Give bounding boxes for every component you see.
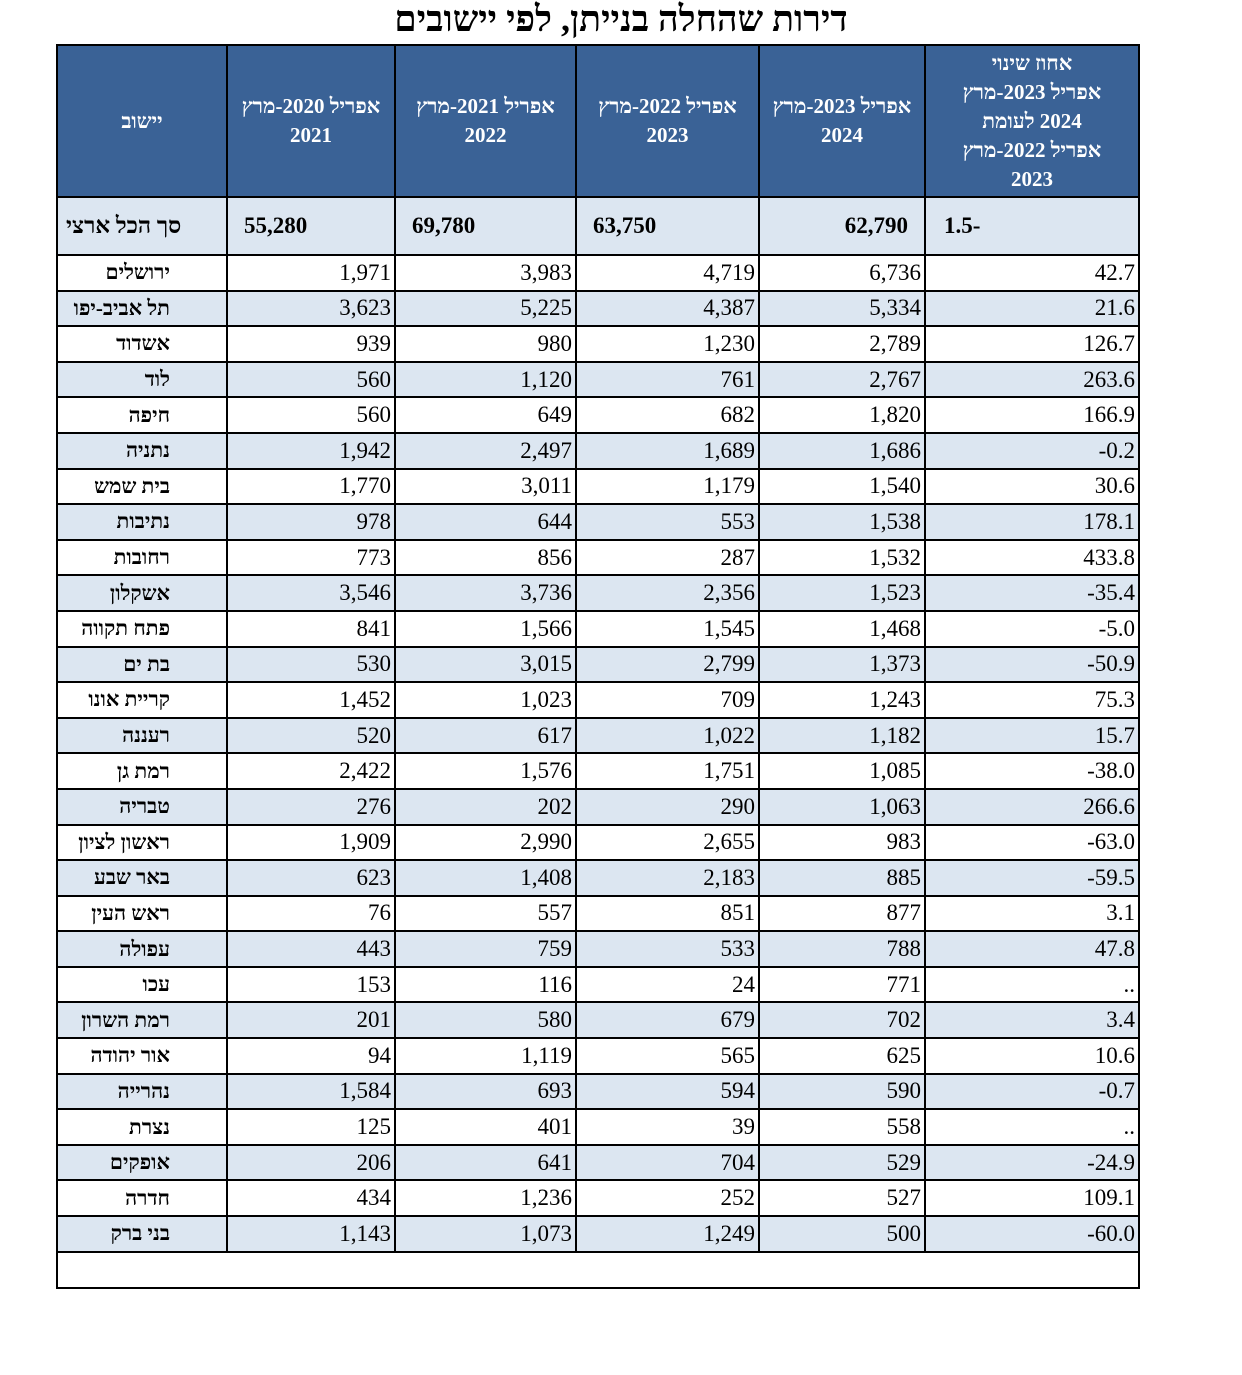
value-col2: 759 — [395, 931, 576, 967]
value-col1: 76 — [227, 896, 395, 932]
locality-name-cell — [57, 1002, 227, 1038]
locality-name-cell — [57, 397, 227, 433]
value-col1: 276 — [227, 789, 395, 825]
locality-name-cell — [57, 255, 227, 291]
value-col2: 1,236 — [395, 1180, 576, 1216]
value-col3: 704 — [576, 1145, 759, 1181]
locality-name: עכו — [142, 972, 170, 997]
value-col1: 1,143 — [227, 1216, 395, 1252]
value-col1: 1,971 — [227, 255, 395, 291]
table-row — [57, 1038, 1139, 1074]
table-row — [57, 1145, 1139, 1181]
value-col4: 5,334 — [759, 291, 925, 327]
table-row — [57, 469, 1139, 505]
value-col4: 771 — [759, 967, 925, 1003]
value-col4: 1,063 — [759, 789, 925, 825]
value-col4: 6,736 — [759, 255, 925, 291]
locality-name-cell — [57, 291, 227, 327]
locality-name: נתניה — [125, 438, 170, 463]
value-col4: 1,085 — [759, 753, 925, 789]
locality-name: נהרייה — [117, 1078, 170, 1103]
value-col5: -0.2 — [925, 433, 1139, 469]
header-col2: אפריל 2021-מרץ 2022 — [395, 45, 576, 197]
value-col5: -59.5 — [925, 860, 1139, 896]
value-col5: 10.6 — [925, 1038, 1139, 1074]
locality-name: רעננה — [122, 723, 170, 748]
locality-name: לוד — [144, 367, 170, 392]
locality-name-cell — [57, 1180, 227, 1216]
value-col5: -63.0 — [925, 825, 1139, 861]
value-col4: 1,523 — [759, 575, 925, 611]
locality-name: רחובות — [113, 545, 170, 570]
page-title: דירות שהחלה בנייתן, לפי יישובים — [394, 0, 848, 39]
value-col1: 2,422 — [227, 753, 395, 789]
header-col3: אפריל 2022-מרץ 2023 — [576, 45, 759, 197]
locality-name: נתיבות — [116, 509, 170, 534]
locality-name-cell — [57, 682, 227, 718]
value-col3: 851 — [576, 896, 759, 932]
value-col5: 109.1 — [925, 1180, 1139, 1216]
value-col1: 125 — [227, 1109, 395, 1145]
total-col5: 1.5- — [925, 197, 1139, 255]
value-col1: 3,623 — [227, 291, 395, 327]
value-col2: 401 — [395, 1109, 576, 1145]
value-col1: 939 — [227, 326, 395, 362]
table-row — [57, 575, 1139, 611]
header-col1: אפריל 2020-מרץ 2021 — [227, 45, 395, 197]
table-row — [57, 931, 1139, 967]
total-col4: 62,790 — [759, 197, 925, 255]
locality-name: חיפה — [128, 402, 170, 427]
value-col4: 529 — [759, 1145, 925, 1181]
table-row — [57, 433, 1139, 469]
total-label: סך הכל ארצי — [57, 197, 227, 255]
value-col3: 1,545 — [576, 611, 759, 647]
value-col2: 2,990 — [395, 825, 576, 861]
value-col2: 1,119 — [395, 1038, 576, 1074]
locality-name-cell — [57, 718, 227, 754]
value-col5: 42.7 — [925, 255, 1139, 291]
locality-name: קריית אונו — [88, 687, 170, 712]
header-col4: אפריל 2023-מרץ 2024 — [759, 45, 925, 197]
locality-name: רמת גן — [116, 758, 170, 783]
value-col1: 443 — [227, 931, 395, 967]
housing-starts-table — [56, 44, 1140, 1289]
value-col5: -60.0 — [925, 1216, 1139, 1252]
value-col2: 1,566 — [395, 611, 576, 647]
value-col4: 983 — [759, 825, 925, 861]
value-col5: 126.7 — [925, 326, 1139, 362]
value-col2: 5,225 — [395, 291, 576, 327]
value-col4: 1,182 — [759, 718, 925, 754]
value-col5: 433.8 — [925, 540, 1139, 576]
table-row — [57, 1109, 1139, 1145]
value-col2: 116 — [395, 967, 576, 1003]
value-col4: 877 — [759, 896, 925, 932]
value-col2: 1,408 — [395, 860, 576, 896]
locality-name: ראש העין — [91, 900, 170, 925]
locality-name: בת ים — [123, 651, 170, 676]
table-row — [57, 789, 1139, 825]
locality-name-cell — [57, 896, 227, 932]
locality-name-cell — [57, 1145, 227, 1181]
header-row — [57, 45, 1139, 197]
value-col1: 560 — [227, 362, 395, 398]
locality-name: אשדוד — [116, 331, 170, 356]
locality-name-cell — [57, 1216, 227, 1252]
value-col3: 287 — [576, 540, 759, 576]
table-row — [57, 291, 1139, 327]
locality-name-cell — [57, 469, 227, 505]
value-col2: 1,120 — [395, 362, 576, 398]
value-col2: 3,736 — [395, 575, 576, 611]
value-col4: 1,820 — [759, 397, 925, 433]
locality-name-cell — [57, 1038, 227, 1074]
value-col3: 39 — [576, 1109, 759, 1145]
value-col4: 1,538 — [759, 504, 925, 540]
table-row — [57, 1074, 1139, 1110]
value-col4: 1,686 — [759, 433, 925, 469]
value-col5: -38.0 — [925, 753, 1139, 789]
table-row — [57, 825, 1139, 861]
value-col2: 644 — [395, 504, 576, 540]
header-col5: אחוז שינוי אפריל 2023-מרץ 2024 לעומת אפריל 2022-מרץ 2023 — [925, 45, 1139, 197]
locality-name-cell — [57, 504, 227, 540]
value-col3: 4,387 — [576, 291, 759, 327]
value-col2: 1,073 — [395, 1216, 576, 1252]
value-col3: 682 — [576, 397, 759, 433]
value-col3: 24 — [576, 967, 759, 1003]
locality-name: אשקלון — [109, 580, 170, 605]
value-col5: 263.6 — [925, 362, 1139, 398]
table-row — [57, 540, 1139, 576]
value-col5: -24.9 — [925, 1145, 1139, 1181]
locality-name: נצרת — [129, 1114, 170, 1139]
locality-name-cell — [57, 753, 227, 789]
value-col5: .. — [925, 967, 1139, 1003]
blank-cell — [57, 1252, 1139, 1288]
value-col3: 252 — [576, 1180, 759, 1216]
table-row — [57, 1216, 1139, 1252]
value-col5: 3.4 — [925, 1002, 1139, 1038]
value-col3: 594 — [576, 1074, 759, 1110]
table-row — [57, 860, 1139, 896]
value-col5: 47.8 — [925, 931, 1139, 967]
value-col1: 1,909 — [227, 825, 395, 861]
total-col3: 63,750 — [576, 197, 759, 255]
blank-row — [57, 1252, 1139, 1288]
table-row — [57, 1002, 1139, 1038]
value-col4: 2,767 — [759, 362, 925, 398]
value-col5: 75.3 — [925, 682, 1139, 718]
value-col5: 3.1 — [925, 896, 1139, 932]
table-row — [57, 397, 1139, 433]
value-col2: 693 — [395, 1074, 576, 1110]
value-col3: 679 — [576, 1002, 759, 1038]
table-row — [57, 362, 1139, 398]
value-col1: 1,452 — [227, 682, 395, 718]
value-col4: 625 — [759, 1038, 925, 1074]
value-col5: 21.6 — [925, 291, 1139, 327]
locality-name-cell — [57, 1109, 227, 1145]
value-col1: 201 — [227, 1002, 395, 1038]
value-col3: 533 — [576, 931, 759, 967]
locality-name-cell — [57, 825, 227, 861]
locality-name-cell — [57, 326, 227, 362]
value-col1: 623 — [227, 860, 395, 896]
value-col3: 553 — [576, 504, 759, 540]
table-row — [57, 326, 1139, 362]
value-col5: -0.7 — [925, 1074, 1139, 1110]
value-col1: 153 — [227, 967, 395, 1003]
value-col3: 2,799 — [576, 647, 759, 683]
value-col4: 1,532 — [759, 540, 925, 576]
value-col5: 178.1 — [925, 504, 1139, 540]
value-col4: 1,373 — [759, 647, 925, 683]
value-col5: -35.4 — [925, 575, 1139, 611]
locality-name-cell — [57, 647, 227, 683]
value-col4: 1,468 — [759, 611, 925, 647]
value-col1: 206 — [227, 1145, 395, 1181]
value-col2: 641 — [395, 1145, 576, 1181]
value-col2: 856 — [395, 540, 576, 576]
total-col2: 69,780 — [395, 197, 576, 255]
value-col3: 2,183 — [576, 860, 759, 896]
table-row — [57, 647, 1139, 683]
value-col3: 290 — [576, 789, 759, 825]
locality-name-cell — [57, 931, 227, 967]
value-col2: 3,015 — [395, 647, 576, 683]
locality-name-cell — [57, 611, 227, 647]
table-row — [57, 718, 1139, 754]
value-col2: 580 — [395, 1002, 576, 1038]
total-row — [57, 197, 1139, 255]
locality-name-cell — [57, 540, 227, 576]
value-col3: 709 — [576, 682, 759, 718]
locality-name: פתח תקווה — [81, 616, 170, 641]
value-col1: 530 — [227, 647, 395, 683]
value-col1: 841 — [227, 611, 395, 647]
locality-name: רמת השרון — [81, 1007, 170, 1032]
value-col5: 266.6 — [925, 789, 1139, 825]
value-col2: 1,023 — [395, 682, 576, 718]
value-col3: 1,230 — [576, 326, 759, 362]
value-col5: 166.9 — [925, 397, 1139, 433]
value-col5: .. — [925, 1109, 1139, 1145]
locality-name: עפולה — [119, 936, 170, 961]
value-col1: 1,770 — [227, 469, 395, 505]
value-col3: 2,655 — [576, 825, 759, 861]
value-col4: 558 — [759, 1109, 925, 1145]
value-col3: 1,179 — [576, 469, 759, 505]
value-col3: 1,689 — [576, 433, 759, 469]
table-row — [57, 896, 1139, 932]
value-col1: 1,584 — [227, 1074, 395, 1110]
value-col2: 3,983 — [395, 255, 576, 291]
value-col3: 2,356 — [576, 575, 759, 611]
locality-name-cell — [57, 362, 227, 398]
value-col4: 788 — [759, 931, 925, 967]
value-col2: 557 — [395, 896, 576, 932]
value-col5: -50.9 — [925, 647, 1139, 683]
value-col5: 30.6 — [925, 469, 1139, 505]
table-row — [57, 255, 1139, 291]
locality-name-cell — [57, 860, 227, 896]
table-row — [57, 753, 1139, 789]
value-col1: 94 — [227, 1038, 395, 1074]
locality-name-cell — [57, 789, 227, 825]
value-col4: 500 — [759, 1216, 925, 1252]
locality-name: טבריה — [119, 794, 170, 819]
value-col2: 1,576 — [395, 753, 576, 789]
value-col5: 15.7 — [925, 718, 1139, 754]
locality-name: בני ברק — [110, 1221, 170, 1246]
locality-name: ראשון לציון — [78, 829, 170, 854]
locality-name: ירושלים — [105, 260, 170, 285]
value-col3: 4,719 — [576, 255, 759, 291]
value-col3: 1,751 — [576, 753, 759, 789]
value-col3: 1,249 — [576, 1216, 759, 1252]
value-col2: 980 — [395, 326, 576, 362]
table-row — [57, 611, 1139, 647]
locality-name: תל אביב-יפו — [73, 295, 170, 320]
total-col1: 55,280 — [227, 197, 395, 255]
value-col1: 978 — [227, 504, 395, 540]
locality-name-cell — [57, 1074, 227, 1110]
locality-name: אופקים — [109, 1150, 170, 1175]
value-col4: 527 — [759, 1180, 925, 1216]
value-col2: 649 — [395, 397, 576, 433]
value-col2: 617 — [395, 718, 576, 754]
value-col1: 3,546 — [227, 575, 395, 611]
locality-name: אור יהודה — [90, 1043, 170, 1068]
value-col3: 565 — [576, 1038, 759, 1074]
value-col4: 590 — [759, 1074, 925, 1110]
table-row — [57, 504, 1139, 540]
value-col1: 560 — [227, 397, 395, 433]
value-col4: 1,540 — [759, 469, 925, 505]
value-col1: 1,942 — [227, 433, 395, 469]
locality-name-cell — [57, 433, 227, 469]
locality-name: באר שבע — [93, 865, 170, 890]
value-col4: 702 — [759, 1002, 925, 1038]
value-col3: 761 — [576, 362, 759, 398]
value-col1: 773 — [227, 540, 395, 576]
value-col1: 434 — [227, 1180, 395, 1216]
table-row — [57, 967, 1139, 1003]
locality-name: בית שמש — [94, 473, 170, 498]
value-col5: -5.0 — [925, 611, 1139, 647]
value-col1: 520 — [227, 718, 395, 754]
value-col4: 2,789 — [759, 326, 925, 362]
locality-name-cell — [57, 967, 227, 1003]
value-col4: 885 — [759, 860, 925, 896]
table-row — [57, 1180, 1139, 1216]
value-col2: 3,011 — [395, 469, 576, 505]
value-col4: 1,243 — [759, 682, 925, 718]
value-col3: 1,022 — [576, 718, 759, 754]
value-col2: 202 — [395, 789, 576, 825]
table-row — [57, 682, 1139, 718]
locality-name: חדרה — [125, 1185, 170, 1210]
locality-name-cell — [57, 575, 227, 611]
value-col2: 2,497 — [395, 433, 576, 469]
header-locality: יישוב — [57, 45, 227, 197]
